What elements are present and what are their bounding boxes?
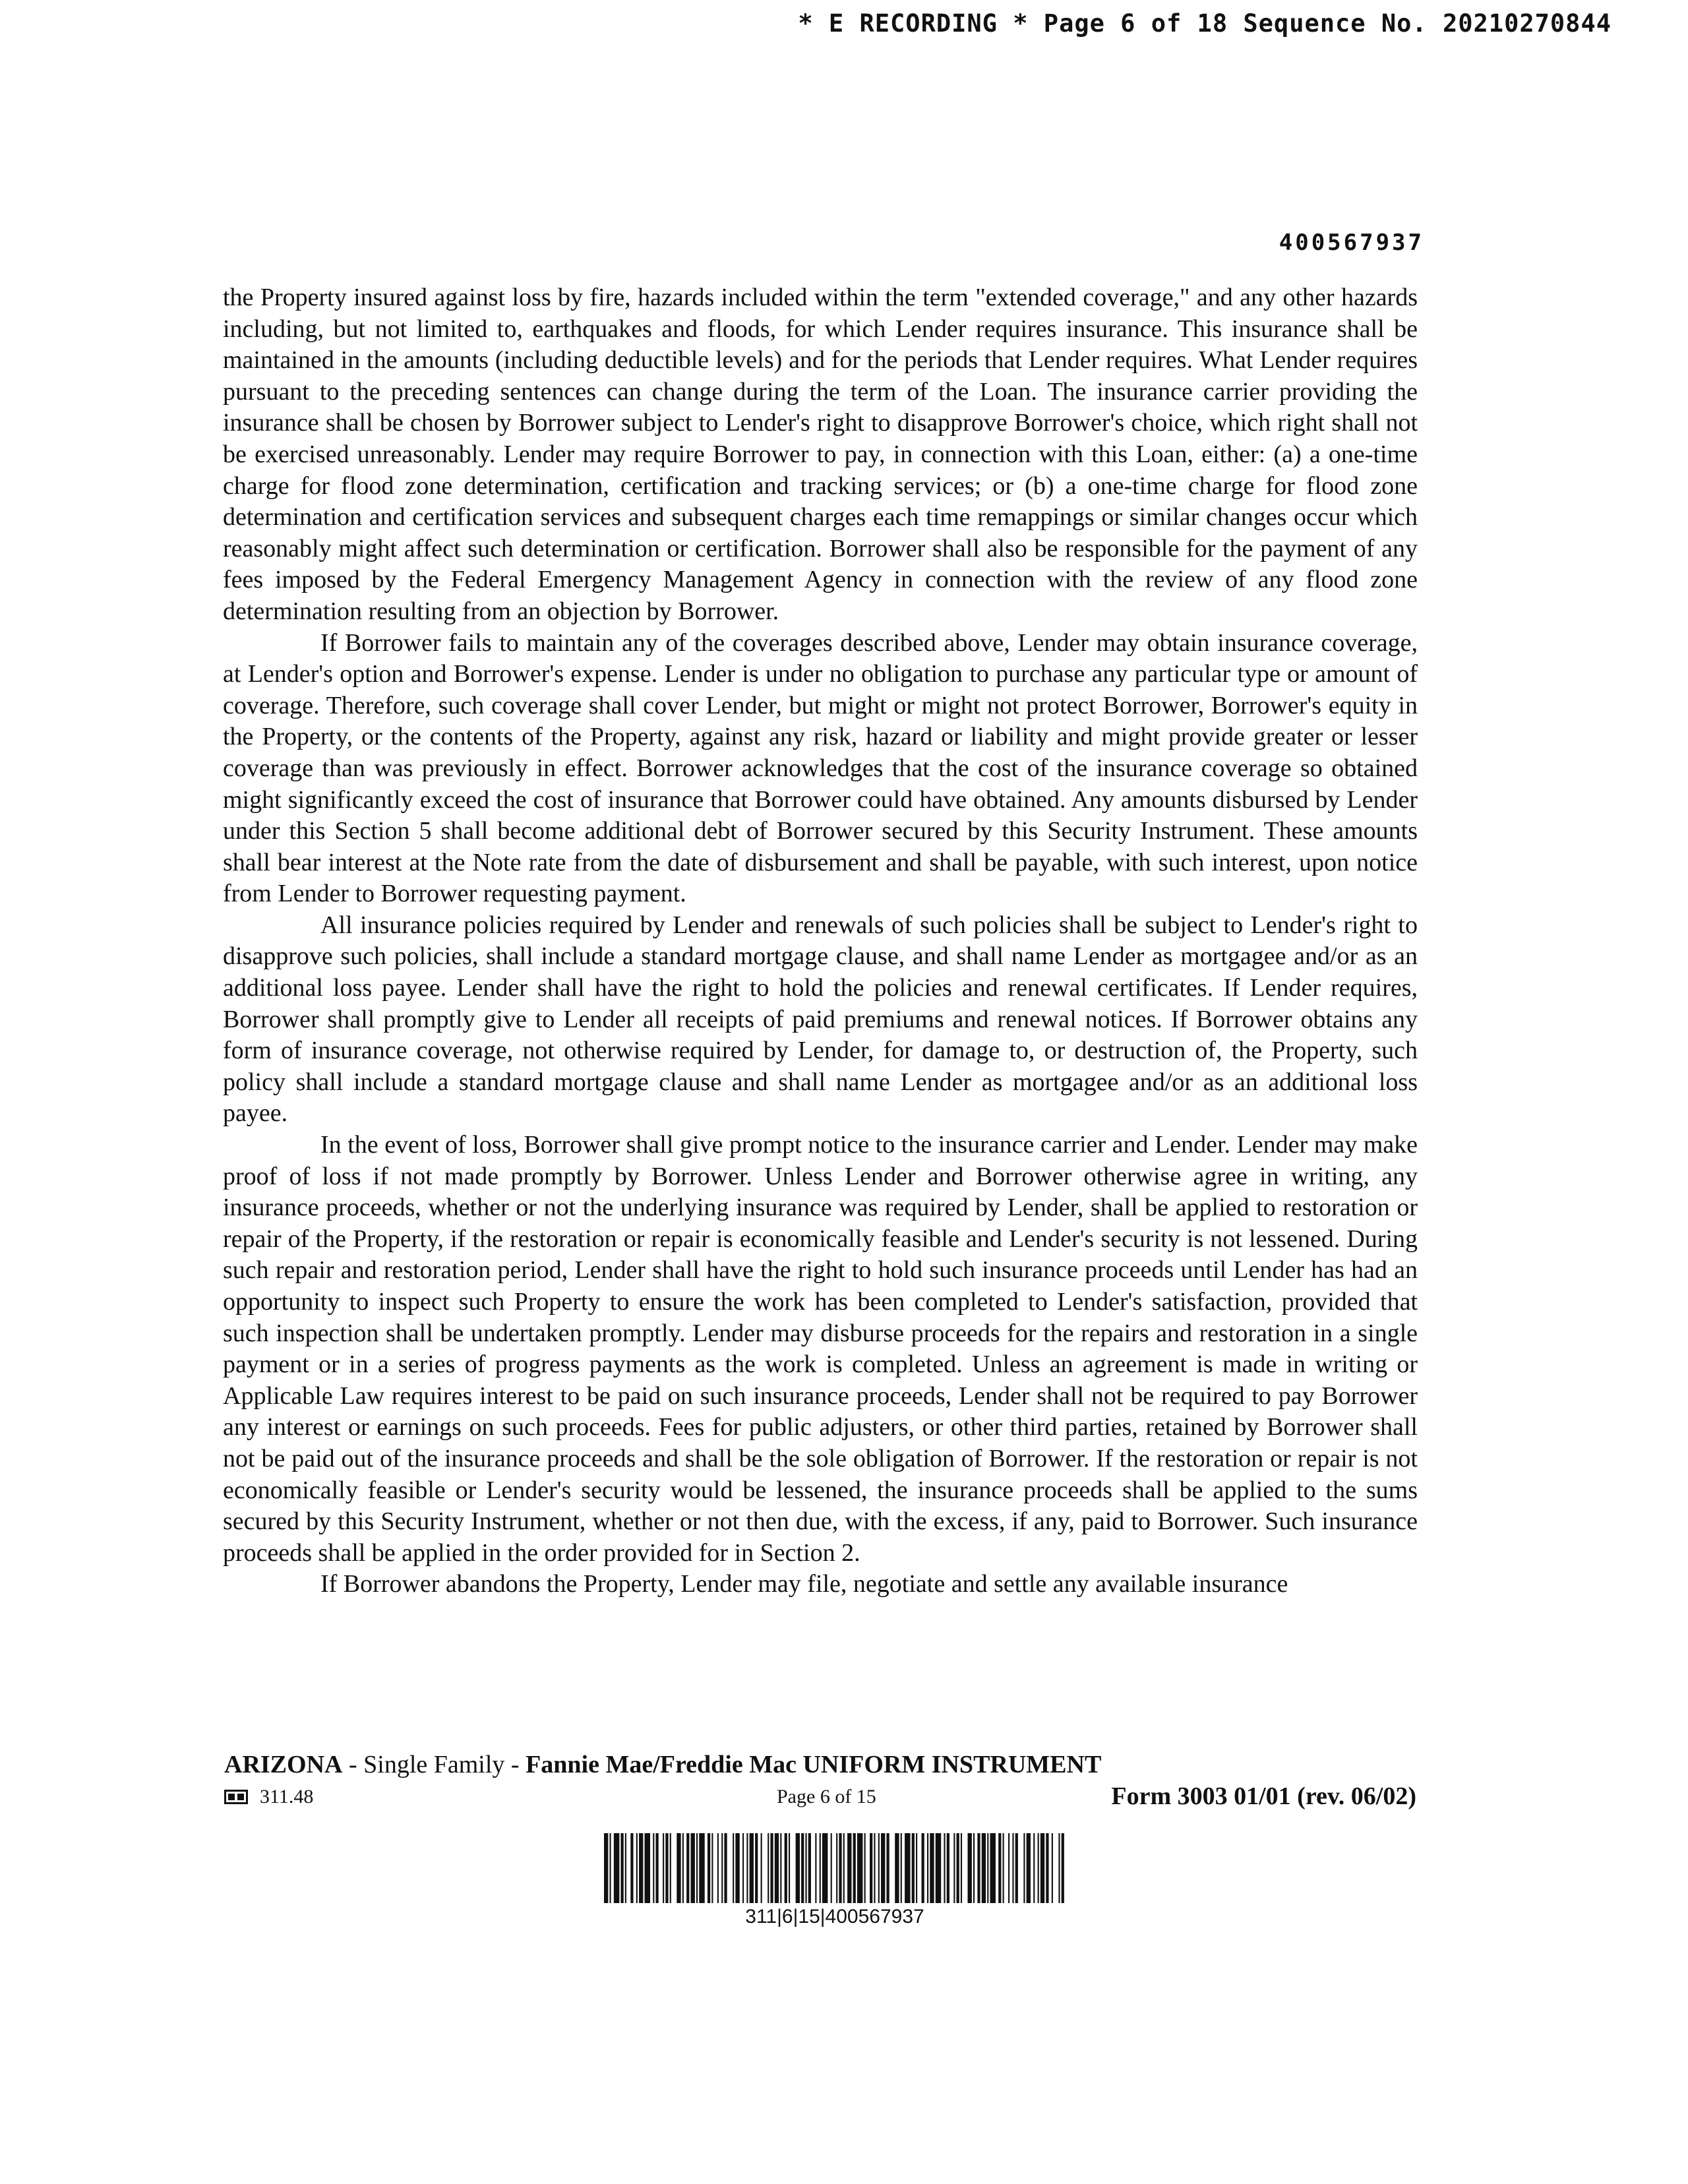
barcode-bar (1058, 1833, 1060, 1903)
barcode-bar (755, 1833, 758, 1903)
barcode-bar (768, 1833, 769, 1903)
barcode-bar (1012, 1833, 1013, 1903)
barcode-bar (801, 1833, 804, 1903)
barcode-bar (708, 1833, 710, 1903)
barcode-bar (609, 1833, 611, 1903)
barcode-bar (785, 1833, 787, 1903)
barcode-bar (653, 1833, 654, 1903)
barcode-bar (733, 1833, 734, 1903)
barcode-bar (922, 1833, 924, 1903)
barcode-bar (682, 1833, 684, 1903)
footer-family: Single Family (363, 1751, 505, 1778)
footer-state: ARIZONA (224, 1751, 343, 1778)
barcode-bar (1023, 1833, 1025, 1903)
barcode-bar (796, 1833, 800, 1903)
barcode-bar (677, 1833, 680, 1903)
barcode-bar (665, 1833, 668, 1903)
barcode-bar (711, 1833, 713, 1903)
barcode-bar (815, 1833, 816, 1903)
barcode-bar (1015, 1833, 1018, 1903)
barcode-bar (636, 1833, 638, 1903)
barcode-bar (620, 1833, 623, 1903)
barcode-bar (696, 1833, 698, 1903)
barcode-text: 311|6|15|400567937 (745, 1906, 924, 1927)
recording-header: * E RECORDING * Page 6 of 18 Sequence No. 20210270844 (798, 9, 1612, 38)
barcode-bar (895, 1833, 899, 1903)
barcode-bar (625, 1833, 626, 1903)
barcode-bar (847, 1833, 851, 1903)
barcode-bar (953, 1833, 955, 1903)
barcode-bar (961, 1833, 962, 1903)
barcode-bar (977, 1833, 980, 1903)
barcode-bar (655, 1833, 658, 1903)
barcode-bar (614, 1833, 619, 1903)
barcode-bar (998, 1833, 1001, 1903)
barcode-bar (901, 1833, 902, 1903)
barcode-bar (789, 1833, 790, 1903)
document-body (223, 282, 1418, 1600)
barcode-bar (1046, 1833, 1048, 1903)
barcode-bar (912, 1833, 915, 1903)
publisher-logo-icon (224, 1790, 248, 1804)
barcode-bar (944, 1833, 945, 1903)
barcode-bar (780, 1833, 781, 1903)
paragraph: If Borrower fails to maintain any of the coverages described above, Lender may obtain insurance coverage, at Lender's option and Borrower's expense. Lender is under no obligation to purchase any particular type or amount of coverage. Therefore, such coverage shall cover Lender, but might or might not protect Borrower, Borrower's equity in the Property, or the contents of the Property, against any risk, hazard or liability and might provide greater or lesser coverage than was previously in effect. Borrower acknowledges that the cost of the insurance coverage so obtained might significantly exceed the cost of insurance that Borrower could have obtained. Any amounts disbursed by Lender under this Section 5 shall become additional debt of Borrower secured by this Security Instrument. These amounts shall bear interest at the Note rate from the date of disbursement and shall be payable, with such interest, upon notice from Lender to Borrower requesting payment. (223, 628, 1418, 908)
barcode-bar (775, 1833, 779, 1903)
barcode-bar (1062, 1833, 1064, 1903)
barcode-bar (1003, 1833, 1004, 1903)
barcode-bar (878, 1833, 880, 1903)
barcode-bar (836, 1833, 837, 1903)
barcode-bar (724, 1833, 727, 1903)
page-indicator: Page 6 of 15 (777, 1786, 876, 1807)
barcode-bar (820, 1833, 821, 1903)
barcode-bar (604, 1833, 608, 1903)
barcode-bar (936, 1833, 941, 1903)
barcode-bar (750, 1833, 754, 1903)
barcode-bar (805, 1833, 806, 1903)
barcode-bar (1038, 1833, 1039, 1903)
paragraph: In the event of loss, Borrower shall give prompt notice to the insurance carrier and Lender. Lender may make proof of loss if not made promptly by Borrower. Unless Lender and Borrower otherwise agree in writing, any insurance proceeds, whether or not the underlying insurance was required by Lender, shall be applied to restoration or repair of the Property, if the restoration or repair is economically feasible and Lender's security is not lessened. During such repair and restoration period, Lender shall have the right to hold such insurance proceeds until Lender has had an opportunity to inspect such Property to ensure the work has been completed to Lender's satisfaction, provided that such inspection shall be undertaken promptly. Lender may disburse proceeds for the repairs and restoration in a single payment or in a series of progress payments as the work is completed. Unless an agreement is made in writing or Applicable Law requires interest to be paid on such insurance proceeds, Lender shall not be required to pay Borrower any interest or earnings on such proceeds. Fees for public adjusters, or other third parties, retained by Borrower shall not be paid out of the insurance proceeds and shall be the sole obligation of Borrower. If the restoration or repair is not economically feasible or Lender's security would be lessened, the insurance proceeds shall be applied to the sums secured by this Security Instrument, whether or not then due, with the excess, if any, paid to Borrower. Such insurance proceeds shall be applied in the order provided for in Section 2. (223, 1131, 1418, 1567)
form-footer (224, 1749, 1416, 1813)
paragraph-continued: the Property insured against loss by fire, hazards included within the term "extended coverage," and any other hazards including, but not limited to, earthquakes and floods, for which Lender requires insurance. This insurance shall be maintained in the amounts (including deductible levels) and for the periods that Lender requires. What Lender requires pursuant to the preceding sentences can change during the term of the Loan. The insurance carrier providing the insurance shall be chosen by Borrower subject to Lender's right to disapprove Borrower's choice, which right shall not be exercised unreasonably. Lender may require Borrower to pay, in connection with this Loan, either: (a) a one-time charge for flood zone determination, certification and tracking services; or (b) a one-time charge for flood zone determination and certification services and subsequent charges each time remappings or similar changes occur which reasonably might affect such determination or certification. Borrower shall also be responsible for the payment of any fees imposed by the Federal Emergency Management Agency in connection with the review of any flood zone determination resulting from an objection by Borrower. (223, 284, 1418, 625)
footer-instrument: Fannie Mae/Freddie Mac UNIFORM INSTRUMENT (526, 1751, 1102, 1778)
barcode-bar (927, 1833, 928, 1903)
barcode-bar (1052, 1833, 1053, 1903)
barcode-bar (886, 1833, 889, 1903)
footer-separator: - (342, 1751, 364, 1778)
form-code (224, 1786, 313, 1808)
barcode-bar (663, 1833, 664, 1903)
barcode-bar (968, 1833, 972, 1903)
barcode-bar (1008, 1833, 1010, 1903)
barcode-bar (843, 1833, 845, 1903)
barcode-bar (990, 1833, 995, 1903)
barcode-icon (604, 1833, 1066, 1903)
barcode-bar (1040, 1833, 1044, 1903)
barcode-bar (864, 1833, 866, 1903)
barcode-bar (645, 1833, 650, 1903)
barcode-bar (874, 1833, 875, 1903)
footer-details (224, 1782, 1416, 1813)
barcode-bar (721, 1833, 723, 1903)
barcode-bar (639, 1833, 643, 1903)
barcode-bar (973, 1833, 975, 1903)
barcode-bar (905, 1833, 910, 1903)
form-code-text: 311.48 (260, 1786, 314, 1807)
barcode-bar (853, 1833, 856, 1903)
barcode-bar (808, 1833, 811, 1903)
barcode-bar (630, 1833, 633, 1903)
barcode-bar (699, 1833, 704, 1903)
loan-number: 400567937 (1279, 229, 1424, 256)
barcode-bar (839, 1833, 841, 1903)
barcode-bar (717, 1833, 719, 1903)
barcode-bar (761, 1833, 762, 1903)
footer-separator: - (504, 1751, 526, 1778)
barcode-bar (735, 1833, 739, 1903)
barcode-bar (870, 1833, 872, 1903)
barcode-bar (957, 1833, 959, 1903)
form-number: Form 3003 01/01 (rev. 06/02) (1111, 1782, 1416, 1810)
paragraph: If Borrower abandons the Property, Lender may file, negotiate and settle any available insurance (320, 1570, 1288, 1598)
barcode-bar (982, 1833, 986, 1903)
barcode-bar (1033, 1833, 1035, 1903)
barcode-bar (670, 1833, 671, 1903)
barcode-bar (947, 1833, 950, 1903)
barcode-bar (742, 1833, 744, 1903)
barcode-bar (930, 1833, 934, 1903)
barcode-bar (881, 1833, 885, 1903)
barcode-bar (746, 1833, 748, 1903)
barcode-bar (1027, 1833, 1031, 1903)
barcode-bar (916, 1833, 917, 1903)
barcode-bar (831, 1833, 832, 1903)
barcode-bar (770, 1833, 773, 1903)
paragraph: All insurance policies required by Lender and renewals of such policies shall be subject to Lender's right to disapprove such policies, shall include a standard mortgage clause, and shall name Lender as mortgagee and/or as an additional loss payee. Lender shall have the right to hold the policies and renewal certificates. If Lender requires, Borrower shall promptly give to Lender all receipts of paid premiums and renewal notices. If Borrower obtains any form of insurance coverage, not otherwise required by Lender, for damage to, or destruction of, the Property, such policy shall include a standard mortgage clause and shall name Lender as mortgagee and/or as an additional loss payee. (223, 911, 1418, 1128)
footer-title (224, 1749, 1416, 1780)
barcode-bar (686, 1833, 689, 1903)
barcode-bar (691, 1833, 695, 1903)
barcode-bar (822, 1833, 828, 1903)
barcode-bar (857, 1833, 862, 1903)
barcode-bar (987, 1833, 988, 1903)
